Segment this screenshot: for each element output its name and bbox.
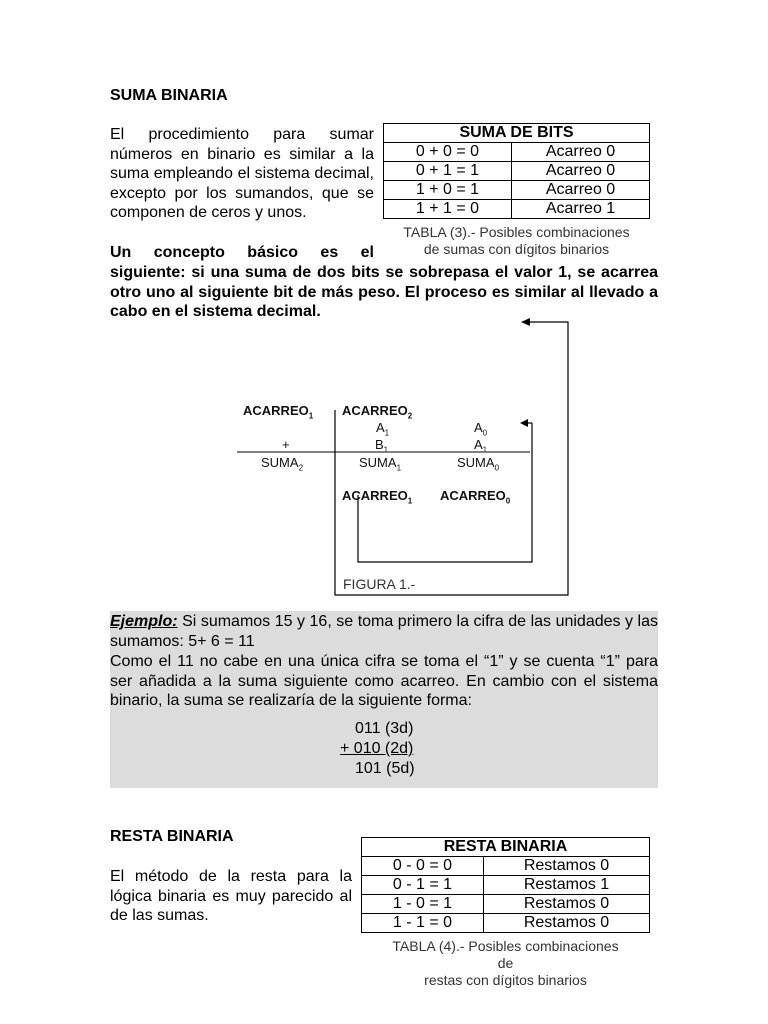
suma1-label: $SUMA_1$ xyxy=(359,455,402,473)
example-sum-line-3: 101 (5d) xyxy=(355,760,415,777)
table-cell: Restamos 0 xyxy=(484,895,650,914)
plus-sign: + xyxy=(282,437,290,452)
caption-line: de sumas con dígitos binarios xyxy=(423,241,610,257)
suma0-label: $SUMA_0$ xyxy=(457,455,500,473)
suma-paragraph-2-first: Un concepto básico es el xyxy=(110,244,374,261)
acarreo1-top: $ACARREO_1$ xyxy=(243,403,314,421)
table-cell: 1 - 0 = 1 xyxy=(362,895,484,914)
caption-line: restas con dígitos binarios xyxy=(424,972,587,988)
table-cell: Restamos 1 xyxy=(484,876,650,895)
table-cell: 0 + 0 = 0 xyxy=(384,143,512,162)
table-cell: 0 - 1 = 1 xyxy=(362,876,484,895)
a1-label: $A_1$ xyxy=(376,420,390,438)
table-cell: Acarreo 0 xyxy=(512,143,650,162)
example-sum-line-1: 011 (3d) xyxy=(355,720,414,737)
suma-paragraph-2-rest: siguiente: si una suma de dos bits se sobrepasa el valor 1, se acarrea otro uno al siguiente bit de más peso. El proceso es similar al llevado a cabo en el sistema decimal. xyxy=(110,264,658,320)
b1-label: $B_1$ xyxy=(375,437,389,455)
resta-title: RESTA BINARIA xyxy=(110,828,234,845)
resta-table-header: RESTA BINARIA xyxy=(362,838,650,857)
resta-table-caption xyxy=(361,938,650,989)
suma-table-header: SUMA DE BITS xyxy=(384,124,650,143)
resta-paragraph: El método de la resta para la lógica binaria es muy parecido al de las sumas. xyxy=(110,868,352,924)
table-row xyxy=(362,876,650,895)
example-sum-line-2: + 010 (2d) xyxy=(340,740,414,757)
table-cell: Restamos 0 xyxy=(484,914,650,933)
example-text-1: Si sumamos 15 y 16, se toma primero la cifra de las unidades y las sumamos: 5+ 6 = 11 xyxy=(110,613,658,650)
suma-paragraph-1: El procedimiento para sumar números en binario es similar a la suma empleando el sistema decimal, excepto por los sumandos, que se componen de ceros y unos. xyxy=(110,126,374,221)
caption-line: TABLA (3).- Posibles combinaciones xyxy=(403,224,630,240)
table-cell: 0 + 1 = 1 xyxy=(384,162,512,181)
a1b-label: $A_1$ xyxy=(474,437,488,455)
arrow-head-inner xyxy=(520,419,528,427)
table-cell: Acarreo 1 xyxy=(512,200,650,219)
acarreo0-bottom: $ACARREO_0$ xyxy=(440,488,511,506)
table-cell: Acarreo 0 xyxy=(512,162,650,181)
table-cell: Acarreo 0 xyxy=(512,181,650,200)
table-cell: 1 + 0 = 1 xyxy=(384,181,512,200)
table-row xyxy=(362,857,650,876)
caption-line: de xyxy=(497,955,514,971)
table-cell: 0 - 0 = 0 xyxy=(362,857,484,876)
acarreo1-bottom: $ACARREO_1$ xyxy=(342,488,413,506)
example-lead: Ejemplo: xyxy=(110,613,178,630)
table-cell: 1 - 1 = 0 xyxy=(362,914,484,933)
acarreo2-top: $ACARREO_2$ xyxy=(342,403,413,421)
table-cell: Restamos 0 xyxy=(484,857,650,876)
suma2-label: $SUMA_2$ xyxy=(261,455,304,473)
resta-table xyxy=(361,837,650,933)
caption-line: TABLA (4).- Posibles combinaciones xyxy=(392,938,619,954)
example-paragraph-1 xyxy=(110,612,658,651)
suma-title: SUMA BINARIA xyxy=(110,87,228,104)
figure-label: FIGURA 1.- xyxy=(343,576,416,592)
table-row xyxy=(362,895,650,914)
table-row xyxy=(362,914,650,933)
example-paragraph-2: Como el 11 no cabe en una única cifra se toma el “1” y se cuenta “1” para ser añadida a la suma siguiente como acarreo. En cambio con el sistema binario, la suma se realizaría de la siguiente forma: xyxy=(110,653,658,709)
table-cell: 1 + 1 = 0 xyxy=(384,200,512,219)
arrow-head-top xyxy=(521,318,530,326)
a0-label: $A_0$ xyxy=(474,420,488,438)
